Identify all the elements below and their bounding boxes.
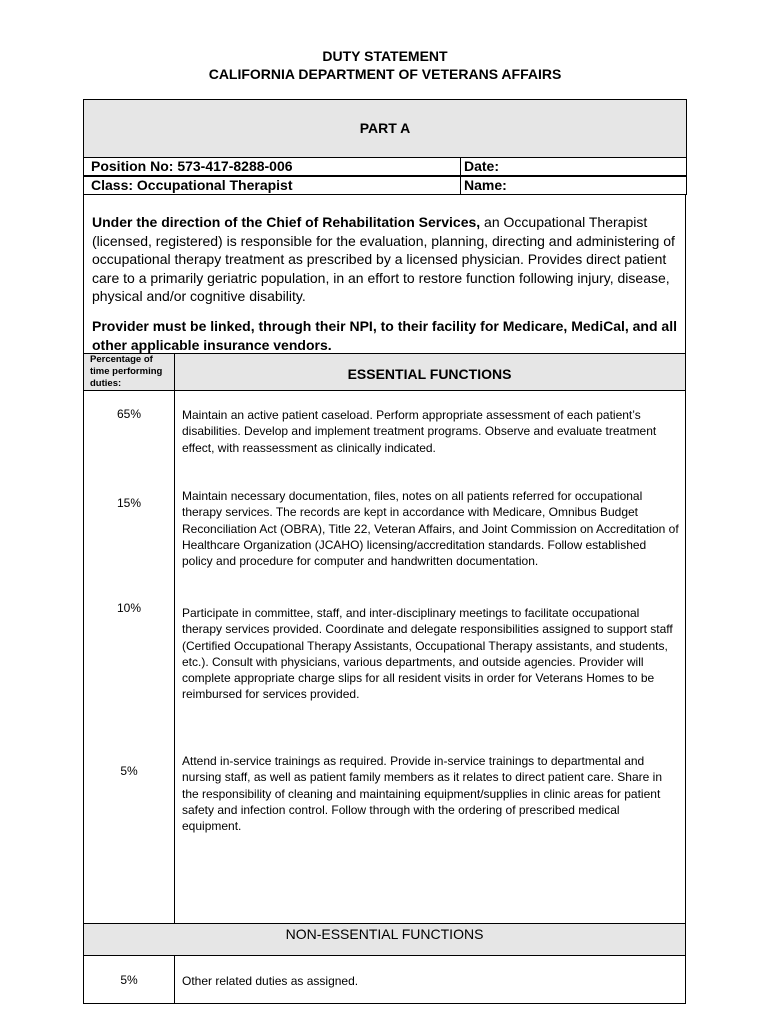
duty-percentage: 10% [116,601,142,615]
position-row [83,157,687,176]
duty-description: Maintain necessary documentation, files, notes on all patients referred for occupational therapy services. The records are kept in accordance with Medicare, Omnibus Budget Reconciliation Act (OBRA), Title 22, Veteran Affairs, and Joint Commission on Accreditation of Healthcare Organization (JCAHO) licensing/accreditation standards. Follow established policy and procedure for computer and handwritten documentation. [182,489,679,569]
intro-lead: Under the direction of the Chief of Rehabilitation Services, [92,214,481,230]
non-essential-functions-header [83,923,686,956]
duty-percentage: 5% [120,764,138,778]
duty-description: Other related duties as assigned. [182,974,359,988]
intro-body: an Occupational Therapist (licensed, registered) is responsible for the evaluation, planning, directing and administering of occupational therapy treatment as prescribed by a licensed physician. Provides direct patient care to a primarily geriatric population, in an effort to restore function following injury, disease, physical and/or cognitive disability. [92,214,675,304]
date-label: Date: [460,158,499,175]
part-a-section [83,99,687,158]
duty-percentage: 5% [120,973,138,987]
document-title: DUTY STATEMENT [322,48,448,64]
duty-percentage: 15% [116,496,142,510]
provider-note: Provider must be linked, through their NPI, to their facility for Medicare, MediCal, and all other applicable insurance vendors. [92,318,677,353]
class-title: Class: Occupational Therapist [91,177,293,193]
department-name: CALIFORNIA DEPARTMENT OF VETERANS AFFAIRS [208,66,562,82]
essential-functions-title: ESSENTIAL FUNCTIONS [347,366,512,382]
position-number: Position No: 573-417-8288-006 [91,158,293,174]
non-essential-row [83,955,686,1004]
column-divider [174,956,175,1003]
duty-description: Maintain an active patient caseload. Perform appropriate assessment of each patient’s disabilities. Develop and implement treatment programs. Observe and evaluate treatment effect, with reassessment as clinically indicated. [182,408,657,455]
non-essential-functions-title: NON-ESSENTIAL FUNCTIONS [285,926,484,942]
intro-paragraph [92,213,682,306]
class-row [83,176,687,195]
percentage-column-label: Percentage of time performing duties: [90,354,163,389]
essential-functions-list [83,390,686,925]
document-header [0,47,770,83]
intro-section [83,195,686,355]
column-divider [174,390,175,925]
duty-description: Participate in committee, staff, and inter-disciplinary meetings to facilitate occupational therapy services provided. Coordinate and delegate responsibilities assigned to support staff (Certified Occupational Therapy Assistants, Occupational Therapy assistants, and students, etc.). Consult with physicians, various departments, and outside agencies. Provider will complete appropriate charge slips for all resident visits in order for Veterans Homes to be reimbursed for services provided. [182,606,673,702]
duty-percentage: 65% [116,407,142,421]
name-label: Name: [460,177,507,194]
duty-description: Attend in-service trainings as required. Provide in-service trainings to departmental and nursing staff, as well as patient family members as it relates to direct patient care. Share in the responsibility of cleaning and maintaining equipment/supplies in clinic areas for patient safety and infection control. Follow through with the ordering of prescribed medical equipment. [182,754,662,834]
part-a-label: PART A [359,120,411,136]
essential-functions-header [83,353,686,391]
